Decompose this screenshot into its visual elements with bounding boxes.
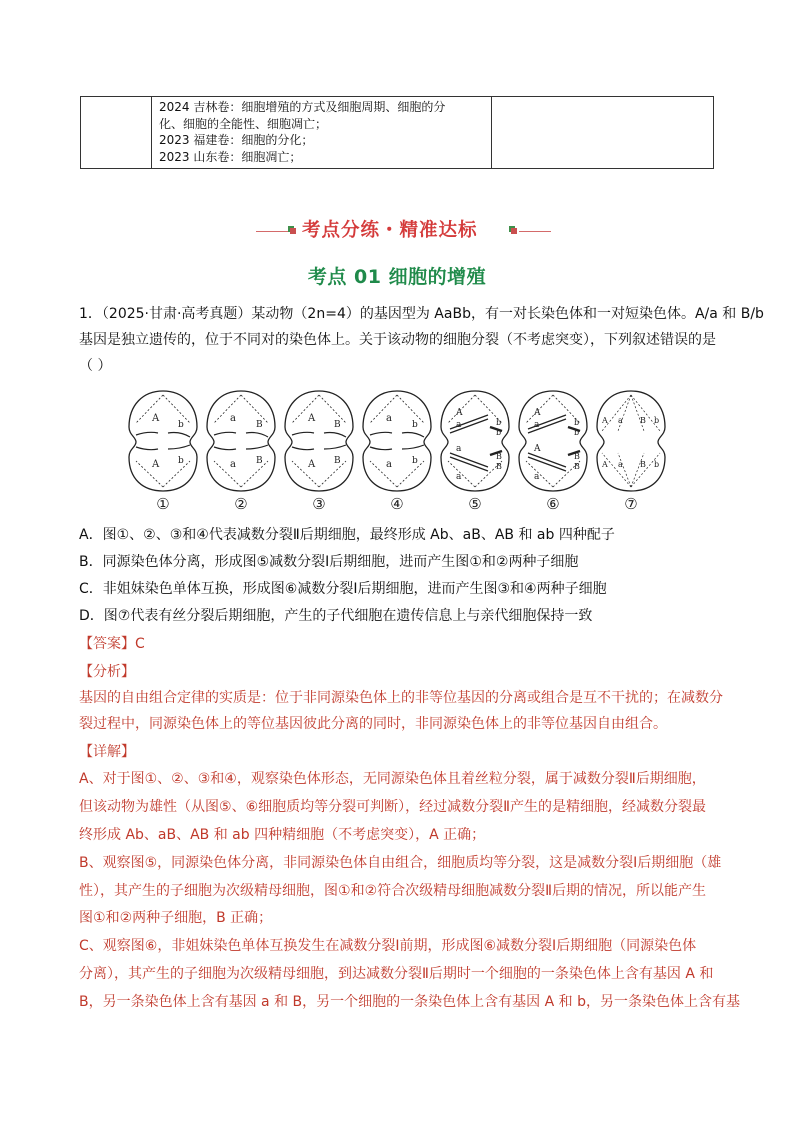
figure-label: ⑦: [624, 495, 638, 513]
banner-rule-right: [519, 231, 551, 232]
svg-text:B: B: [574, 462, 580, 471]
cell-4: [363, 391, 431, 491]
detail-line: C、观察图⑥，非姐妹染色单体互换发生在减数分裂Ⅰ前期，形成图⑥减数分裂Ⅰ后期细胞（同源染色体: [79, 938, 697, 954]
table-divider: [151, 97, 152, 168]
svg-text:b: b: [496, 418, 502, 427]
option-a: A．图①、②、③和④代表减数分裂Ⅱ后期细胞，最终形成 Ab、aB、AB 和 ab 四种配子: [79, 527, 615, 543]
svg-text:a: a: [618, 416, 623, 425]
table-divider: [491, 97, 492, 168]
detail-line: 性），其产生的子细胞为次级精母细胞，图①和②符合次级精母细胞减数分裂Ⅱ后期的情况，所以能产生: [79, 883, 707, 899]
option-c: C．非姐妹染色单体互换，形成图⑥减数分裂Ⅰ后期细胞，进而产生图③和④两种子细胞: [79, 581, 607, 597]
figure-label: ②: [234, 495, 248, 513]
section-banner: [0, 213, 794, 247]
answer-line: [79, 633, 145, 653]
detail-line: 终形成 Ab、aB、AB 和 ab 四种精细胞（不考虑突变），A 正确；: [79, 827, 486, 843]
figure-label: ⑥: [546, 495, 560, 513]
svg-text:b: b: [178, 456, 184, 466]
banner-title: 考点分练・精准达标: [302, 220, 478, 241]
table-line: 2023 山东卷：细胞凋亡；: [159, 149, 302, 164]
svg-text:B: B: [496, 462, 502, 471]
cell-2: [207, 391, 275, 491]
figure-label: ①: [156, 495, 170, 513]
table-cell-content: [159, 99, 489, 165]
figure-label: ③: [312, 495, 326, 513]
question-stem-line: （ ）: [79, 358, 112, 374]
banner-ornament-icon: [509, 226, 516, 233]
section-title: 考点 01 细胞的增殖: [307, 266, 487, 288]
svg-text:A: A: [152, 413, 160, 424]
svg-text:A: A: [308, 459, 316, 470]
detail-line: 分离），其产生的子细胞为次级精母细胞，到达减数分裂Ⅱ后期时一个细胞的一条染色体上含有基因 A 和: [79, 966, 714, 982]
svg-text:B: B: [496, 452, 502, 461]
svg-text:B: B: [334, 420, 341, 430]
answer-label: 【答案】: [79, 636, 135, 652]
svg-text:a: a: [534, 420, 540, 430]
table-line: 化、细胞的全能性、细胞凋亡；: [159, 116, 328, 131]
svg-text:B: B: [256, 456, 263, 466]
option-b: B．同源染色体分离，形成图⑤减数分裂Ⅰ后期细胞，进而产生图①和②两种子细胞: [79, 554, 579, 570]
svg-text:B: B: [574, 452, 580, 461]
svg-text:a: a: [230, 413, 236, 424]
cell-5: [441, 391, 509, 491]
svg-text:A: A: [456, 408, 463, 418]
svg-text:A: A: [602, 416, 608, 425]
svg-text:a: a: [386, 459, 392, 470]
cell-3: [285, 391, 353, 491]
svg-text:a: a: [618, 460, 623, 469]
svg-text:A: A: [152, 459, 160, 470]
detail-line: B、观察图⑤，同源染色体分离，非同源染色体自由组合，细胞质均等分裂，这是减数分裂Ⅰ后期细胞（雄: [79, 855, 722, 871]
option-d: D．图⑦代表有丝分裂后期细胞，产生的子代细胞在遗传信息上与亲代细胞保持一致: [79, 608, 593, 624]
svg-text:a: a: [534, 472, 540, 482]
analysis-label: 【分析】: [79, 664, 135, 680]
svg-text:A: A: [534, 444, 541, 454]
svg-text:B: B: [256, 420, 263, 430]
analysis-line: 裂过程中，同源染色体上的等位基因彼此分离的同时，非同源染色体上的非等位基因自由组合。: [79, 716, 667, 732]
detail-line: 图①和②两种子细胞，B 正确；: [79, 910, 273, 926]
svg-text:b: b: [178, 420, 184, 430]
detail-label: 【详解】: [79, 744, 135, 760]
question-stem-line: 基因是独立遗传的，位于不同对的染色体上。关于该动物的细胞分裂（不考虑突变），下列叙述错误的是: [79, 332, 716, 348]
svg-text:b: b: [654, 416, 660, 425]
analysis-line: 基因的自由组合定律的实质是：位于非同源染色体上的非等位基因的分离或组合是互不干扰的；在减数分: [79, 690, 723, 706]
svg-text:B: B: [640, 416, 646, 425]
cell-division-figure: [128, 385, 678, 515]
svg-text:a: a: [386, 413, 392, 424]
answer-value: C: [135, 636, 145, 652]
question-stem-line: 1．（2025·甘肃·高考真题）某动物（2n=4）的基因型为 AaBb，有一对长染色体和一对短染色体。A/a 和 B/b: [79, 306, 764, 322]
svg-text:b: b: [496, 428, 502, 437]
table-line: 2023 福建卷：细胞的分化；: [159, 133, 314, 147]
detail-line: 但该动物为雄性（从图⑤、⑥细胞质均等分裂可判断），经过减数分裂Ⅱ产生的是精细胞，经减数分裂最: [79, 799, 707, 815]
svg-text:b: b: [412, 456, 418, 466]
svg-text:b: b: [574, 428, 580, 437]
banner-ornament-icon: [288, 226, 295, 233]
table-line: 2024 吉林卷：细胞增殖的方式及细胞周期、细胞的分: [159, 100, 446, 114]
svg-text:A: A: [602, 460, 608, 469]
figure-label: ④: [390, 495, 404, 513]
svg-text:a: a: [230, 459, 236, 470]
svg-text:a: a: [456, 444, 462, 454]
svg-text:B: B: [640, 460, 646, 469]
svg-text:A: A: [308, 413, 316, 424]
svg-text:b: b: [574, 418, 580, 427]
svg-text:a: a: [456, 472, 462, 482]
svg-text:A: A: [534, 408, 541, 418]
summary-table: [80, 96, 714, 169]
svg-text:b: b: [654, 460, 660, 469]
figure-label: ⑤: [468, 495, 482, 513]
svg-text:a: a: [456, 420, 462, 430]
svg-text:b: b: [412, 420, 418, 430]
detail-line: B，另一条染色体上含有基因 a 和 B，另一个细胞的一条染色体上含有基因 A 和 b，另一条染色体上含有基: [79, 994, 740, 1010]
banner-rule-left: [256, 231, 288, 232]
cell-1: [129, 391, 197, 491]
detail-line: A、对于图①、②、③和④，观察染色体形态，无同源染色体且着丝粒分裂，属于减数分裂Ⅱ后期细胞，: [79, 771, 706, 787]
cell-6: [519, 391, 587, 491]
svg-text:B: B: [334, 456, 341, 466]
cell-7: [597, 391, 665, 491]
